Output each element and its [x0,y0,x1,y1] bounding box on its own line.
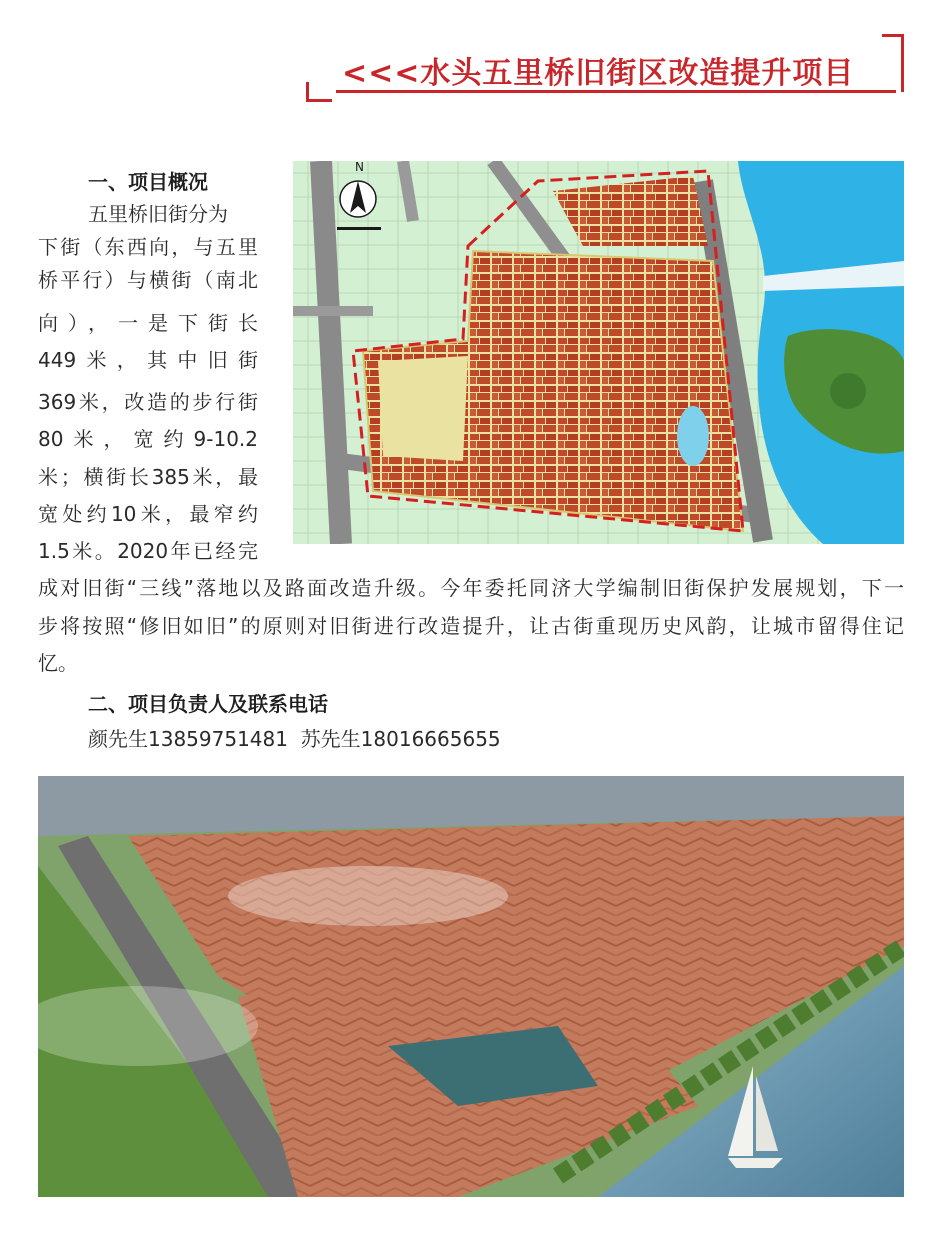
paragraph-line: 步将按照“修旧如旧”的原则对旧街进行改造提升，让古街重现历史风韵，让城市留得住记 [38,614,904,638]
section-heading-overview: 一、项目概况 [88,170,208,194]
paragraph-line: 五里桥旧街分为 [88,202,228,226]
paragraph-line: 80米，宽约9-10.2 [38,427,258,451]
site-plan-graphic [293,161,904,544]
page-title: <<<水头五里桥旧街区改造提升项目 [342,56,855,91]
paragraph-line: 宽处约10米，最窄约 [38,502,258,526]
header-frame [306,34,904,104]
paragraph-line: 449米，其中旧街 [38,348,258,372]
paragraph-line: 忆。 [38,651,78,675]
aerial-rendering [38,776,904,1197]
header-bracket-left [306,82,332,102]
paragraph-line: 1.5米。2020年已经完 [38,539,258,563]
section-heading-contacts: 二、项目负责人及联系电话 [88,692,328,716]
paragraph-line: 369米，改造的步行街 [38,390,258,414]
contact-line: 颜先生13859751481 苏先生18016665655 [88,727,501,751]
paragraph-line: 米；横街长385米，最 [38,465,258,489]
paragraph-line: 下街（东西向，与五里 [38,235,258,259]
site-plan-map [293,161,904,544]
header-bracket-right [882,34,904,92]
paragraph-line: 向），一是下街长 [38,311,258,335]
north-label: N [355,161,364,174]
paragraph-line: 桥平行）与横街（南北 [38,268,258,292]
aerial-graphic [38,776,904,1197]
paragraph-line: 成对旧街“三线”落地以及路面改造升级。今年委托同济大学编制旧街保护发展规划，下一 [38,576,904,600]
